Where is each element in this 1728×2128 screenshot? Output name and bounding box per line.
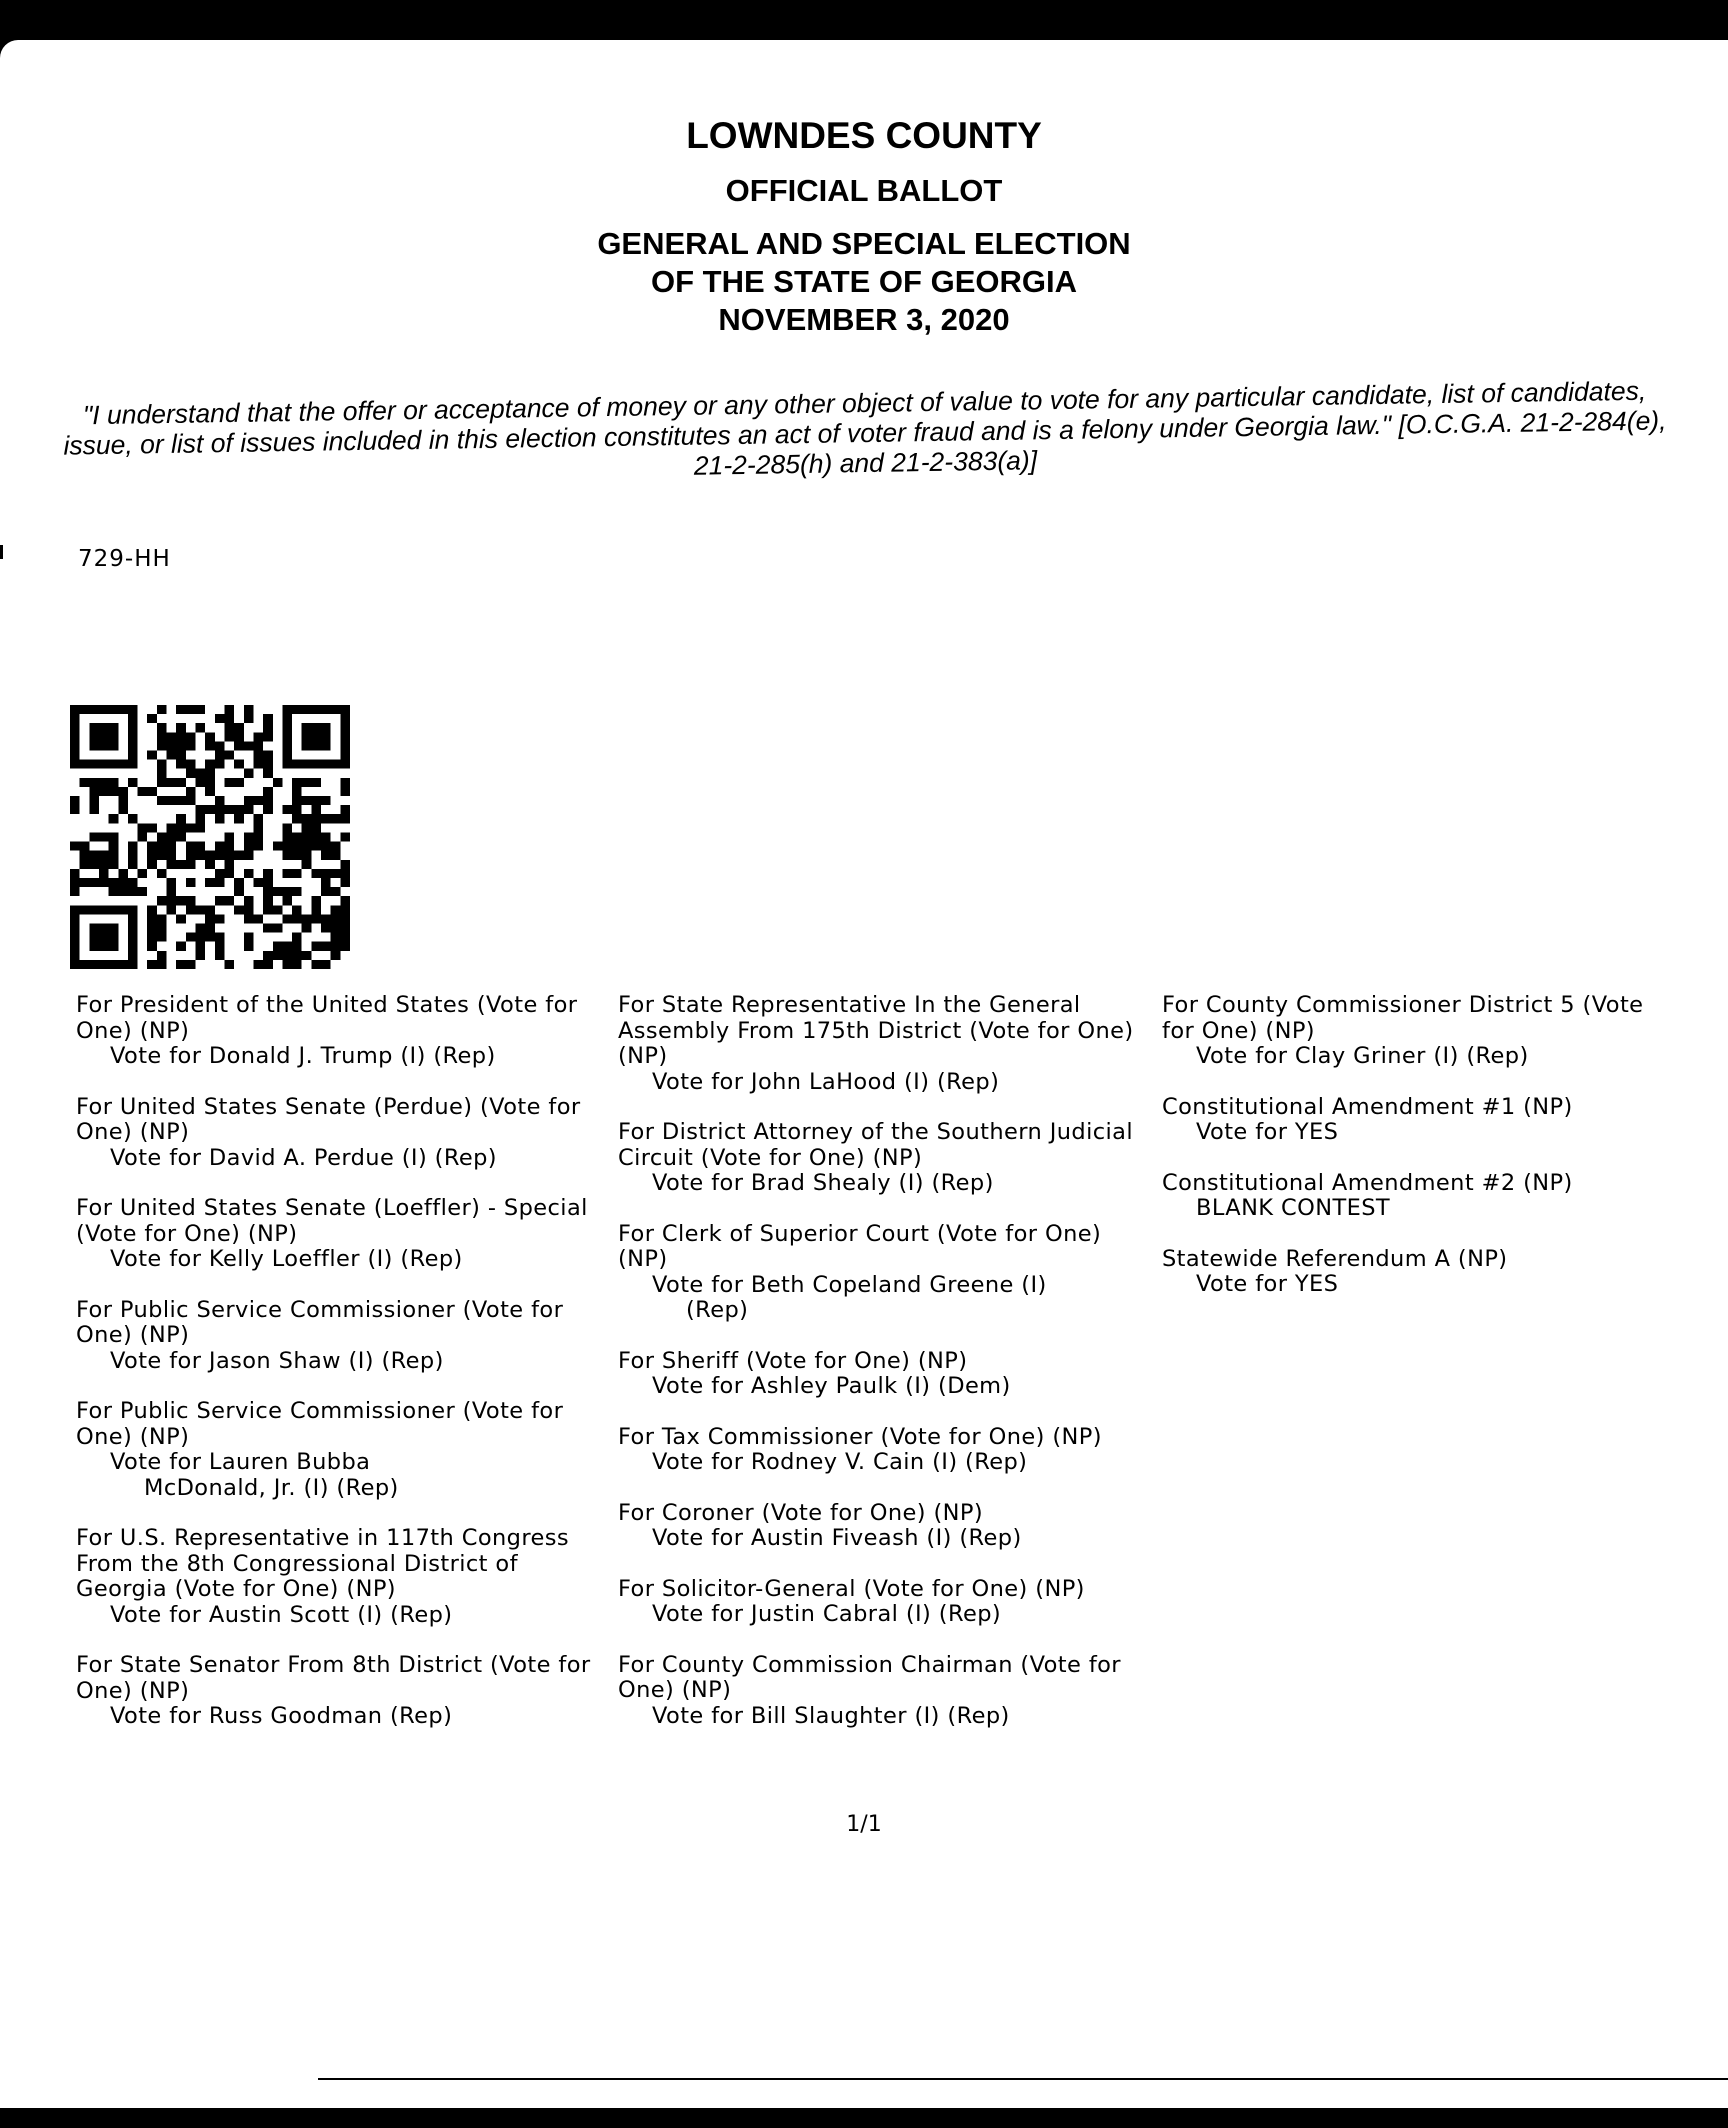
contest [618, 1425, 1158, 1476]
contest-selection: Vote for Austin Scott (I) (Rep) [110, 1601, 453, 1628]
contest-office: For Public Service Commissioner (Vote for One) (NP) [76, 1296, 564, 1348]
contest-office: Constitutional Amendment #1 (NP) [1162, 1093, 1573, 1120]
ballot-type: OFFICIAL BALLOT [725, 173, 1003, 208]
contest-column-2 [618, 993, 1158, 1754]
contest [1162, 1247, 1682, 1298]
election-line-2: OF THE STATE OF GEORGIA [651, 264, 1077, 299]
margin-mark [0, 545, 3, 559]
contest-selection: Vote for David A. Perdue (I) (Rep) [110, 1144, 497, 1171]
contest-selection: Vote for Brad Shealy (I) (Rep) [652, 1170, 994, 1196]
contest [76, 1526, 616, 1628]
contest-selection: Vote for YES [1196, 1119, 1339, 1145]
contest [618, 1349, 1158, 1400]
contest-selection: Vote for Kelly Loeffler (I) (Rep) [110, 1246, 463, 1272]
contest [76, 1399, 616, 1501]
contest-office: For Clerk of Superior Court (Vote for One) (NP) [618, 1220, 1102, 1272]
election-heading [0, 225, 1728, 339]
contest [618, 1222, 1158, 1324]
contest-selection: Vote for Lauren Bubba [110, 1449, 371, 1475]
contest-office: For County Commission Chairman (Vote for One) (NP) [618, 1651, 1121, 1703]
contest [76, 1095, 616, 1172]
contest [76, 1653, 616, 1730]
contest [1162, 1171, 1682, 1222]
contest-column-1 [76, 993, 616, 1755]
contest [618, 1653, 1158, 1730]
contest [1162, 993, 1682, 1070]
contest-selection: Vote for Russ Goodman (Rep) [110, 1703, 453, 1729]
election-line-1: GENERAL AND SPECIAL ELECTION [597, 226, 1131, 261]
contest-selection: Vote for Beth Copeland Greene (I) [652, 1271, 1047, 1298]
contest [618, 1577, 1158, 1628]
contest-selection: Vote for Ashley Paulk (I) (Dem) [652, 1373, 1011, 1399]
contest-office: For District Attorney of the Southern Judicial Circuit (Vote for One) (NP) [618, 1119, 1134, 1171]
contest-selection: Vote for Austin Fiveash (I) (Rep) [652, 1525, 1022, 1551]
contest-column-3 [1162, 993, 1682, 1323]
contest-selection-continued: McDonald, Jr. (I) (Rep) [144, 1474, 399, 1501]
ballot-code: 729-HH [78, 546, 171, 572]
contest-selection: Vote for John LaHood (I) (Rep) [652, 1068, 1000, 1095]
voter-fraud-notice: "I understand that the offer or acceptance of money or any other object of value to vote for any particular candidate, list of candidates, issue, or list of issues included in this election constitutes an act of voter fraud and is a felony under Georgia law." [O.C.G.A. 21-2-284(e), 21-2-285(h) and 21-2-383(a)] [63, 375, 1667, 481]
contest-selection: Vote for YES [1196, 1271, 1339, 1297]
page-number: 1/1 [846, 1812, 882, 1837]
contest [618, 1501, 1158, 1552]
contest-office: For United States Senate (Perdue) (Vote for One) (NP) [76, 1093, 581, 1145]
bottom-rule [318, 2078, 1728, 2080]
contest-office: For Public Service Commissioner (Vote for One) (NP) [76, 1398, 564, 1450]
contest-office: For U.S. Representative in 117th Congress From the 8th Congressional District of Georgia (Vote for One) (NP) [76, 1525, 569, 1602]
contest [618, 993, 1158, 1095]
contest-office: For President of the United States (Vote for One) (NP) [76, 992, 578, 1044]
contest-office: For Solicitor-General (Vote for One) (NP) [618, 1575, 1085, 1602]
contest-office: For Coroner (Vote for One) (NP) [618, 1499, 984, 1526]
contest [76, 993, 616, 1070]
contest-office: For State Representative In the General Assembly From 175th District (Vote for One) (NP) [618, 992, 1134, 1069]
contest-selection: Vote for Rodney V. Cain (I) (Rep) [652, 1449, 1028, 1475]
election-date: NOVEMBER 3, 2020 [718, 302, 1010, 337]
contest [1162, 1095, 1682, 1146]
contest-selection-continued: (Rep) [686, 1297, 749, 1323]
contest-office: For State Senator From 8th District (Vote for One) (NP) [76, 1652, 591, 1704]
contest-selection: Vote for Donald J. Trump (I) (Rep) [110, 1043, 496, 1069]
contest [76, 1298, 616, 1375]
contest-office: For County Commissioner District 5 (Vote for One) (NP) [1162, 992, 1644, 1044]
contest-office: Constitutional Amendment #2 (NP) [1162, 1169, 1573, 1196]
contest-office: Statewide Referendum A (NP) [1162, 1245, 1508, 1272]
contest-selection: Vote for Bill Slaughter (I) (Rep) [652, 1702, 1010, 1729]
contest-office: For Sheriff (Vote for One) (NP) [618, 1347, 968, 1374]
contest-office: For Tax Commissioner (Vote for One) (NP) [618, 1423, 1102, 1450]
county-title: LOWNDES COUNTY [686, 115, 1042, 156]
contest [76, 1196, 616, 1273]
contest-selection: Vote for Justin Cabral (I) (Rep) [652, 1601, 1002, 1627]
contest-selection: Vote for Jason Shaw (I) (Rep) [110, 1347, 444, 1374]
contest-selection: Vote for Clay Griner (I) (Rep) [1196, 1043, 1529, 1069]
contest-office: For United States Senate (Loeffler) - Special (Vote for One) (NP) [76, 1195, 588, 1247]
qr-code [70, 705, 350, 969]
contest-selection: BLANK CONTEST [1196, 1195, 1391, 1221]
contest [618, 1120, 1158, 1197]
